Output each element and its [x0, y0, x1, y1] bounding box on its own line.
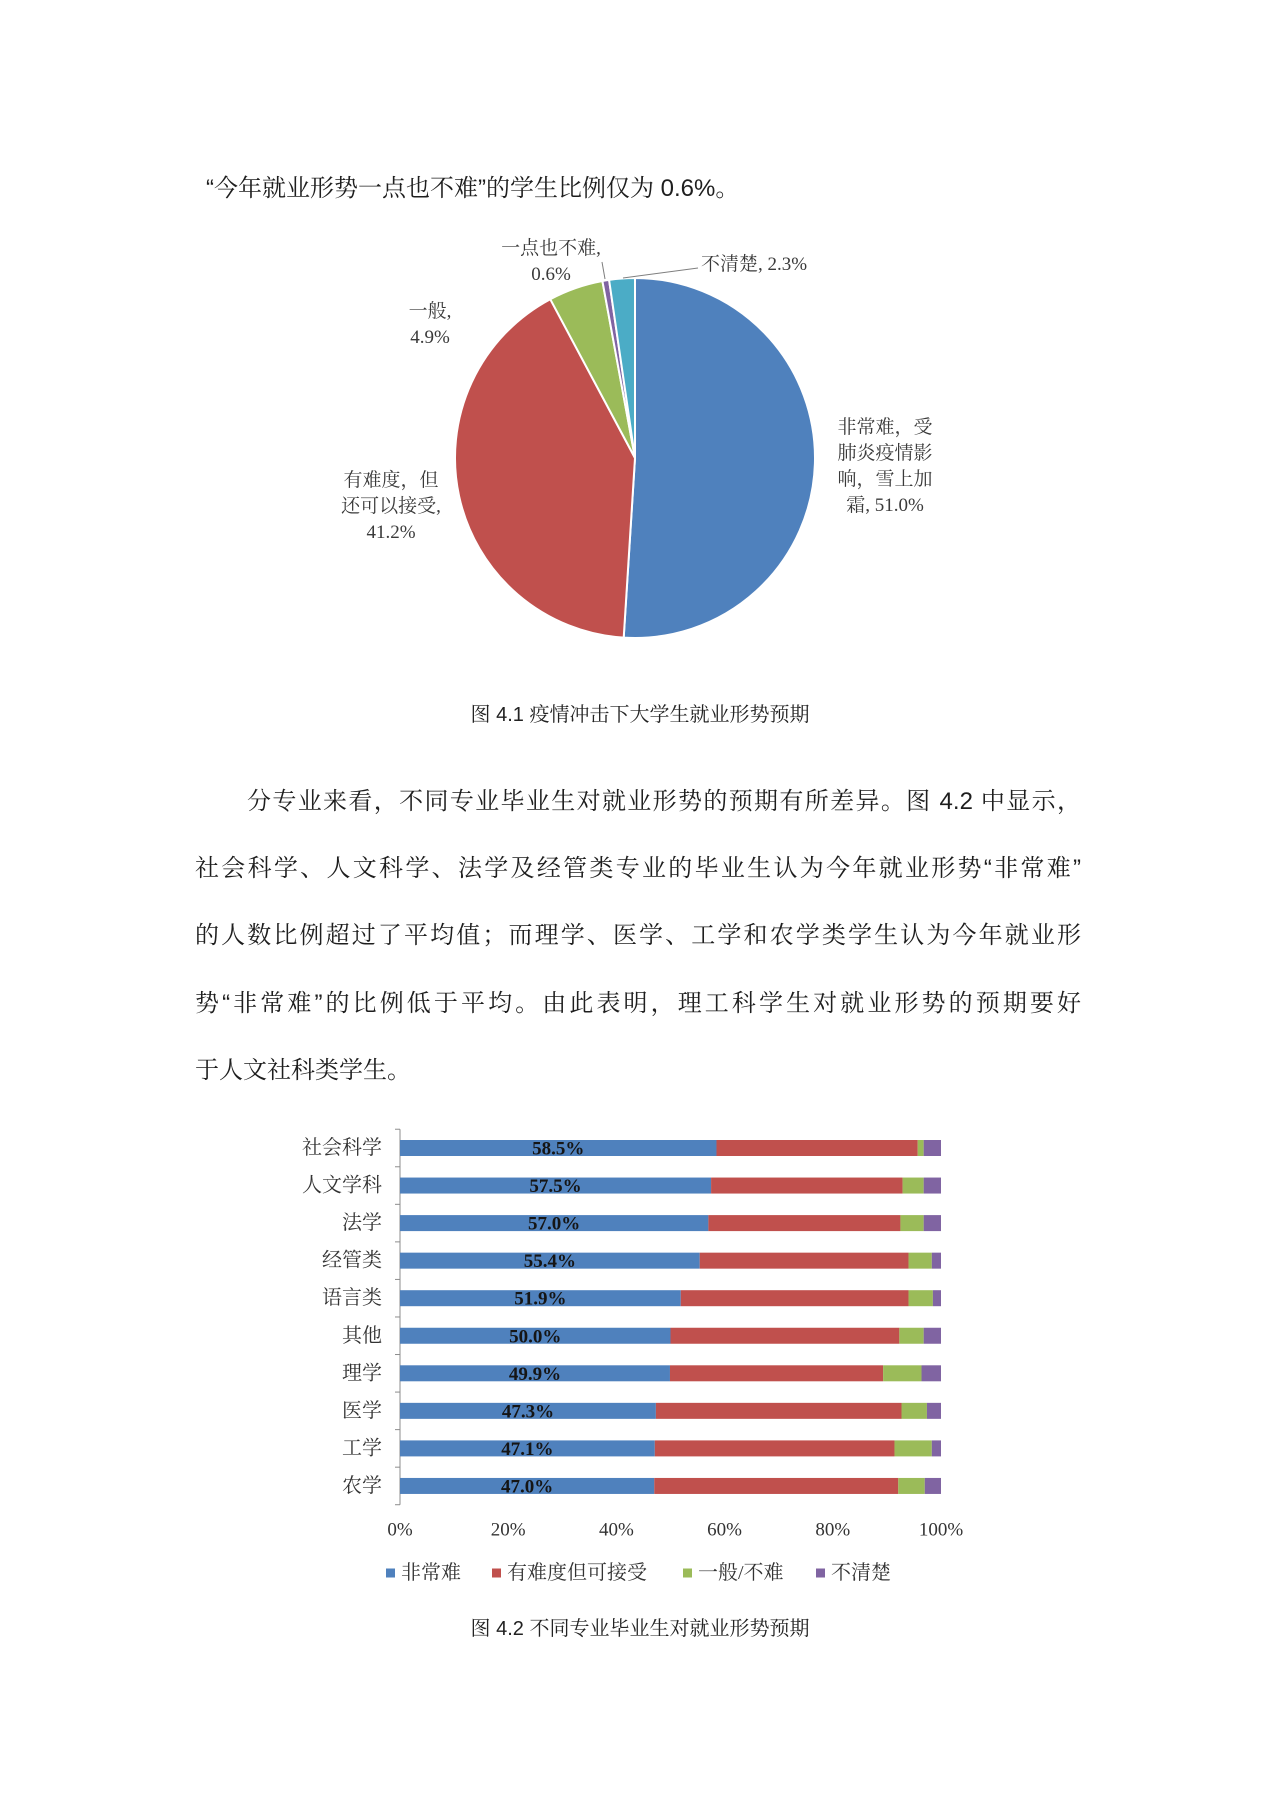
bar-data-label: 47.0% [501, 1476, 554, 1498]
bar-segment-2-0 [918, 1140, 924, 1156]
category-label: 语言类 [322, 1287, 382, 1310]
stacked-bar-chart [0, 1120, 1280, 1600]
bar-segment-1-4 [681, 1290, 909, 1306]
bar-segment-1-7 [656, 1403, 902, 1419]
bar-segment-3-5 [924, 1328, 941, 1344]
category-label: 农学 [342, 1474, 382, 1497]
bar-data-label: 47.3% [501, 1401, 555, 1423]
bar-segment-3-2 [924, 1215, 941, 1231]
bar-segment-1-1 [711, 1178, 903, 1194]
bar-segment-3-8 [932, 1440, 941, 1456]
pie-label-line: 霜, 51.0% [846, 494, 924, 516]
pie-label-line: 还可以接受, [341, 495, 441, 517]
figure-4-2-caption: 图 4.2 不同专业毕业生对就业形势预期 [470, 1618, 810, 1640]
bar-data-label: 57.5% [529, 1176, 582, 1198]
bar-segment-1-6 [670, 1365, 883, 1381]
bar-data-label: 50.0% [509, 1326, 562, 1348]
pie-label-line: 一点也不难, [501, 237, 601, 259]
bar-data-label: 58.5% [532, 1138, 585, 1160]
category-label: 人文学科 [302, 1174, 382, 1197]
bar-segment-1-3 [700, 1253, 909, 1269]
category-label: 经管类 [322, 1249, 382, 1272]
legend-marker-2 [683, 1569, 692, 1578]
bar-segment-3-6 [922, 1365, 941, 1381]
pie-label-0 [837, 416, 932, 516]
bar-data-label: 47.1% [501, 1438, 554, 1460]
bar-segment-2-8 [894, 1440, 931, 1456]
bar-segment-2-5 [899, 1328, 923, 1344]
bar-segment-3-0 [924, 1140, 941, 1156]
pie-slice-0 [624, 278, 815, 638]
bar-segment-2-2 [900, 1215, 923, 1231]
pie-label-2 [409, 300, 452, 348]
category-label: 其他 [342, 1324, 382, 1347]
pie-label-line: 不清楚, 2.3% [700, 253, 808, 275]
bar-data-label: 51.9% [514, 1288, 567, 1310]
legend-marker-1 [492, 1569, 501, 1578]
bar-segment-2-6 [883, 1365, 921, 1381]
x-tick-label: 40% [598, 1519, 634, 1541]
pie-label-4 [701, 253, 807, 275]
x-tick-label: 60% [707, 1519, 743, 1541]
bar-data-label: 55.4% [523, 1251, 576, 1273]
legend-marker-3 [816, 1569, 825, 1578]
bar-segment-2-7 [902, 1403, 927, 1419]
bar-segment-3-7 [927, 1403, 941, 1419]
paragraph-line: 于人文社科类学生。 [195, 1057, 411, 1084]
bar-data-label: 49.9% [508, 1363, 562, 1385]
pie-label-line: 一般, [408, 300, 452, 322]
legend-label-0: 非常难 [401, 1562, 461, 1584]
x-tick-label: 80% [815, 1519, 851, 1541]
bar-segment-2-1 [903, 1178, 924, 1194]
category-label: 医学 [342, 1399, 382, 1422]
bar-data-label: 57.0% [528, 1213, 581, 1235]
intro-line: “今年就业形势一点也不难”的学生比例仅为 0.6%。 [206, 175, 740, 202]
legend-label-1: 有难度但可接受 [507, 1562, 647, 1584]
x-tick-label: 0% [387, 1519, 413, 1541]
pie-label-line: 非常难，受 [837, 416, 933, 438]
bar-segment-3-3 [932, 1253, 941, 1269]
x-tick-label: 20% [490, 1519, 526, 1541]
legend-label-2: 一般/不难 [698, 1562, 784, 1584]
paragraph-line: 的人数比例超过了平均值；而理学、医学、工学和农学类学生认为今年就业形 [195, 922, 1081, 949]
category-label: 理学 [342, 1362, 382, 1385]
pie-label-line: 肺炎疫情影 [837, 442, 933, 464]
pie-label-line: 响，雪上加 [837, 468, 933, 490]
pie-label-line: 0.6% [531, 263, 571, 285]
bar-segment-2-4 [909, 1290, 933, 1306]
bar-segment-2-3 [909, 1253, 932, 1269]
pie-leader-line-3 [602, 262, 605, 279]
bar-segment-1-8 [655, 1440, 895, 1456]
bar-segment-1-9 [654, 1478, 898, 1494]
category-label: 工学 [342, 1437, 382, 1460]
category-label: 社会科学 [302, 1137, 382, 1159]
paragraph-line: 势“非常难”的比例低于平均。由此表明，理工科学生对就业形势的预期要好 [195, 990, 1081, 1017]
pie-label-line: 41.2% [366, 521, 416, 543]
category-label: 法学 [342, 1212, 382, 1235]
bar-segment-3-1 [924, 1178, 941, 1194]
x-tick-label: 100% [918, 1519, 964, 1541]
pie-label-line: 4.9% [410, 326, 450, 348]
figure-4-1-caption: 图 4.1 疫情冲击下大学生就业形势预期 [470, 704, 810, 726]
bar-segment-2-9 [898, 1478, 925, 1494]
paragraph-line: 分专业来看，不同专业毕业生对就业形势的预期有所差异。图 4.2 中显示， [247, 788, 1081, 815]
bar-segment-1-2 [708, 1215, 900, 1231]
bar-segment-1-0 [716, 1140, 917, 1156]
legend-label-3: 不清楚 [831, 1562, 891, 1584]
pie-label-3 [501, 237, 601, 285]
pie-chart [0, 220, 1280, 660]
legend-marker-0 [386, 1569, 395, 1578]
bar-segment-3-4 [933, 1290, 941, 1306]
pie-label-line: 有难度，但 [343, 469, 439, 491]
bar-segment-1-5 [671, 1328, 900, 1344]
bar-segment-3-9 [925, 1478, 941, 1494]
pie-leader-line-4 [623, 268, 698, 278]
pie-label-1 [341, 469, 441, 543]
paragraph-line: 社会科学、人文科学、法学及经管类专业的毕业生认为今年就业形势“非常难” [195, 855, 1081, 882]
